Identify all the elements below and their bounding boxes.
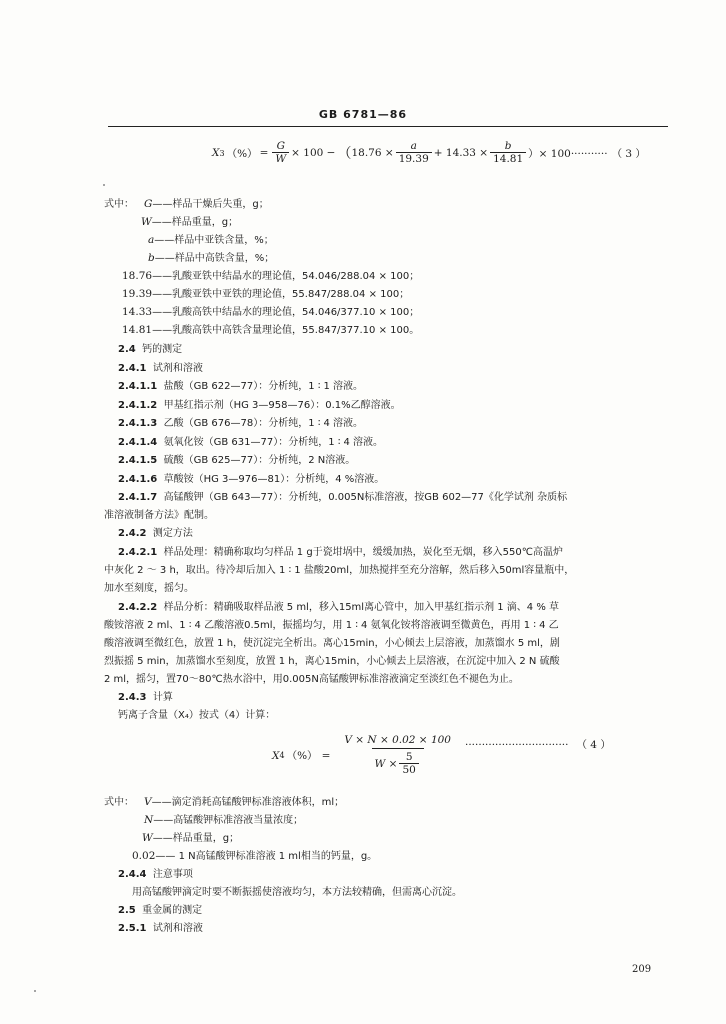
section-heading: 2.4.3 计算: [118, 692, 173, 703]
eq4-equals: =: [321, 749, 331, 762]
paragraph-line: 2 ml，摇匀，置70～80℃热水浴中，用0.005N高锰酸钾标准溶液滴定至淡红色不褪色为止。: [104, 674, 519, 685]
section-heading: 2.5 重金属的测定: [118, 905, 203, 916]
eq4-number: （ 4 ）: [576, 739, 611, 751]
paragraph-line: 烈振摇 5 min，加蒸馏水至刻度，放置 1 h，离心15min，小心倾去上层溶液，在沉淀中加入 2 N 硫酸: [104, 656, 560, 667]
eq3-w: W: [272, 152, 289, 166]
eq3-b: b: [504, 140, 512, 152]
section-heading: 2.4.1 试剂和溶液: [118, 363, 203, 374]
eq4-den-w: W ×: [374, 757, 398, 770]
eq3-a-den: 19.39: [396, 152, 432, 166]
eq4-lhs-unit: （%）: [286, 750, 318, 762]
paragraph-line: 酸溶液调至微红色，放置 1 h，使沉淀完全析出。离心15min，小心倾去上层溶液，加蒸馏水 5 ml，剧: [104, 638, 560, 649]
eq4-den-frac: [399, 751, 418, 777]
eq3-equals: =: [259, 147, 269, 159]
eq3-times100: × 100 −: [291, 147, 336, 159]
paragraph-line: 2.4.2.2 样品分析：精确吸取样品液 5 ml，移入15ml离心管中，加入甲基红指示剂 1 滴、4 % 草: [118, 602, 560, 613]
reagent-item: 2.4.1.5 硫酸（GB 625—77）：分析纯，2 N溶液。: [118, 455, 356, 466]
scan-speck: [103, 184, 105, 186]
eq3-c1: 18.76 ×: [351, 147, 394, 159]
reagent-item: 2.4.1.2 甲基红指示剂（HG 3—958—76）：0.1%乙醇溶液。: [118, 400, 401, 411]
paragraph-line: 加水至刻度，摇匀。: [104, 583, 194, 594]
eq3-frac-a: [396, 140, 432, 166]
section-heading: 2.4.2 测定方法: [118, 528, 193, 539]
reagent-item-continuation: 准溶液制备方法》配制。: [104, 510, 214, 521]
legend2-prefix: 式中：: [104, 797, 134, 808]
legend2-item: 0.02—— 1 N高锰酸钾标准溶液 1 ml相当的钙量，g。: [132, 850, 378, 862]
section-heading: 2.4.4 注意事项: [118, 869, 193, 880]
eq3-b-den: 14.81: [490, 152, 526, 166]
legend2-item: W——样品重量，g；: [142, 832, 240, 844]
reagent-item: 2.4.1.6 草酸铵（HG 3—976—81）：分析纯，4 %溶液。: [118, 474, 385, 485]
calculation-intro: 钙离子含量（X₄）按式（4）计算：: [118, 710, 276, 721]
paragraph-line: 酸铵溶液 2 ml、1 ∶ 4 乙酸溶液0.5ml，振摇均匀，用 1 ∶ 4 氨氧化铵将溶液调至微黄色，再用 1 ∶ 4 乙: [104, 620, 559, 631]
eq4-denominator: [372, 748, 424, 777]
legend1-item: G——样品干燥后失重，g；: [144, 198, 269, 210]
reagent-item: 2.4.1.1 盐酸（GB 622—77）：分析纯，1 ∶ 1 溶液。: [118, 381, 364, 392]
eq3-frac-g-w: [272, 140, 289, 166]
eq3-frac-b: [490, 140, 526, 166]
eq4-lhs: X: [272, 749, 280, 762]
legend2-item: N——高锰酸钾标准溶液当量浓度；: [144, 814, 304, 826]
legend1-item: W——样品重量，g；: [141, 216, 239, 228]
section-heading: 2.4 钙的测定: [118, 344, 183, 355]
legend1-prefix: 式中：: [104, 199, 134, 210]
section-heading: 2.5.1 试剂和溶液: [118, 923, 203, 934]
scan-speck: [34, 990, 36, 992]
eq4-numerator: V × N × 0.02 × 100: [344, 734, 451, 746]
legend1-item: b——样品中高铁含量，%；: [148, 252, 275, 264]
eq3-lhs: X: [212, 147, 220, 159]
reagent-item: 2.4.1.3 乙酸（GB 676—78）：分析纯，1 ∶ 4 溶液。: [118, 418, 364, 429]
notes-text: 用高锰酸钾滴定时要不断振摇使溶液均匀，本方法较精确，但需离心沉淀。: [132, 887, 462, 898]
eq4-lhs-sub: 4: [279, 751, 285, 760]
eq3-number: （ 3 ）: [611, 147, 646, 160]
legend1-item: 18.76——乳酸亚铁中结晶水的理论值，54.046/288.04 × 100；: [122, 270, 420, 282]
reagent-item: 2.4.1.7 高锰酸钾（GB 643—77）：分析纯，0.005N标准溶液，按GB 602—77《化学试剂 杂质标: [118, 492, 568, 503]
paragraph-line: 中灰化 2 ～ 3 h，取出。待冷却后加入 1 ∶ 1 盐酸20ml，加热搅拌至充分溶解，然后移入50ml容量瓶中，: [104, 565, 575, 576]
page-number: 209: [632, 964, 652, 975]
eq3-lhs-sub: 3: [219, 148, 225, 158]
eq4-main-frac: [336, 734, 459, 777]
legend1-item: 14.33——乳酸高铁中结晶水的理论值，54.046/377.10 × 100；: [122, 306, 420, 318]
eq4-den-50: 50: [399, 763, 418, 777]
header-rule: [108, 126, 668, 127]
eq3-plus: + 14.33 ×: [433, 147, 489, 159]
page-header: GB 6781—86: [318, 108, 408, 121]
reagent-item: 2.4.1.4 氨氧化铵（GB 631—77）：分析纯，1 ∶ 4 溶液。: [118, 437, 384, 448]
eq4-dots: ·······························: [465, 738, 569, 751]
equation-4: [272, 734, 611, 777]
legend1-item: 19.39——乳酸亚铁中亚铁的理论值，55.847/288.04 × 100；: [122, 288, 410, 300]
equation-3: [212, 140, 646, 166]
legend1-item: a——样品中亚铁含量，%；: [148, 234, 274, 246]
paragraph-line: 2.4.2.1 样品处理：精确称取均匀样品 1 g于瓷坩埚中，缓缓加热，炭化至无烟，移入550℃高温炉: [118, 547, 563, 558]
eq3-close: ）× 100···········: [528, 147, 608, 160]
eq3-open: （: [337, 146, 352, 162]
legend2-item: V——滴定消耗高锰酸钾标准溶液体积，ml；: [144, 796, 345, 808]
legend1-item: 14.81——乳酸高铁中高铁含量理论值，55.847/377.10 × 100。: [122, 324, 420, 336]
eq4-den-5: 5: [405, 751, 413, 763]
eq3-g: G: [276, 140, 285, 152]
eq3-a: a: [410, 140, 417, 152]
eq3-lhs-unit: （%）: [226, 147, 258, 160]
